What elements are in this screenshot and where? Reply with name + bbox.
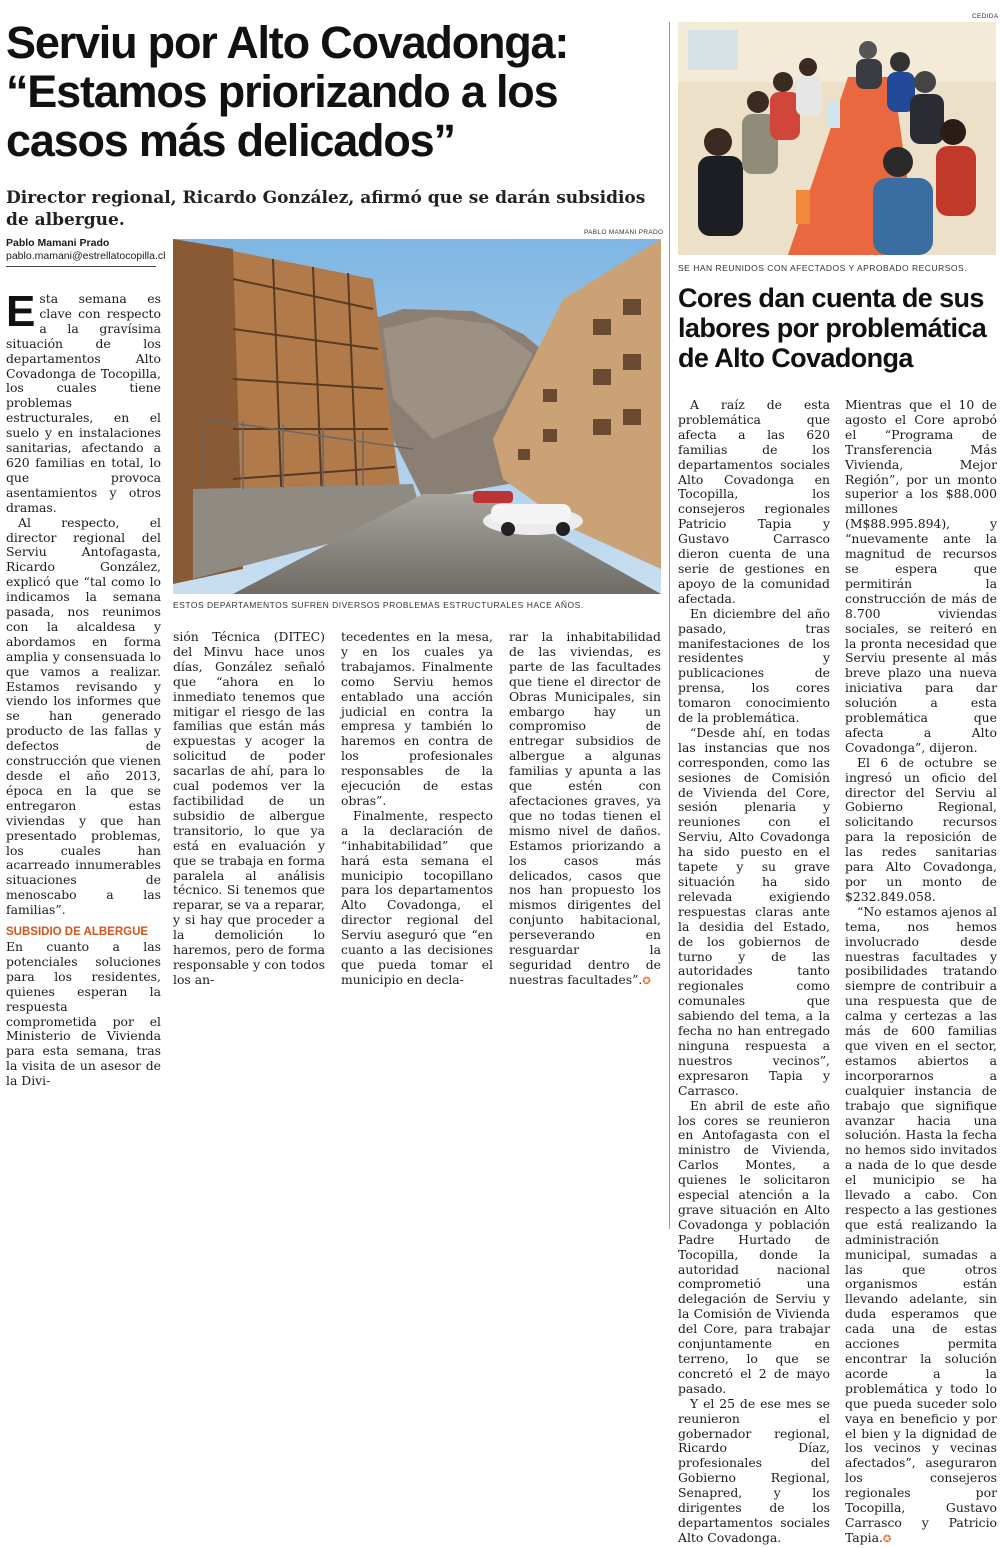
side-right-paragraph-1: Mientras que el 10 de agosto el Core aprobó el “Programa de Transferencia Más Vivienda, Mejor Región”, por un monto superior a los $88.000 millones (M$88.995.894), y “nuevamente ante la magnitud de recursos se espera que permitirán la construcción de más de 8.700 viviendas sociales, se reiteró en la pronta necesidad que Serviu presente al más breve plazo una nueva iniciativa para dar solución a esta problemática que afecta a Alto Covadonga”, dijeron. [845,397,997,755]
side-left-paragraph-5: Y el 25 de ese mes se reunieron el gobernador regional, Ricardo Díaz, profesionales del Gobierno Regional, Senapred, y los dirigentes de los departamentos sociales Alto Covadonga. [678,1395,830,1545]
main-subheadline: Director regional, Ricardo González, afirmó que se darán subsidios de albergue. [6,188,646,230]
col3-paragraph-2: Finalmente, respecto a la declaración de “inhabitabilidad” que hará esta semana el municipio tocopillano para los departamentos Alto Covadonga, el director regional del Serviu aseguró que “en cuanto a las decisiones que pueda tomar el municipio en decla- [341,807,493,987]
col1-paragraph-1: sta semana es clave con respecto a la gravísima situación de los departamentos Alto Covadonga de Tocopilla, los cuales tiene problemas estructurales, en el suelo y en instalaciones sanitarias, afectando a 620 familias en total, lo que provoca asentamientos y otros dramas. [6,291,161,515]
main-column-2 [173,630,325,988]
side-photo [678,22,996,255]
side-column-right [845,398,997,1548]
side-headline: Cores dan cuenta de sus labores por problemática de Alto Covadonga [678,283,987,373]
section-heading: SUBSIDIO DE ALBERGUE [6,926,149,939]
col3-paragraph-1: tecedentes en la mesa, y en los cuales ya trabajamos. Finalmente como Serviu hemos entablado una acción judicial en contra la empresa y también lo haremos en contra de los profesionales responsables de la ejecución de estas obras”. [341,629,493,808]
side-left-paragraph-3: “Desde ahí, en todas las instancias que nos corresponden, como las sesiones de Comisión de Vivienda del Core, sesión plenaria y reuniones con el Serviu, Alto Covadonga ha sido puesto en el tapete y su grave situación ha sido relevada exigiendo respuestas claras ante la desidia del Estado, de los gobiernos de turno y de las autoridades tanto regionales como comunales que sabiendo del tema, a la fecha no han entregado ninguna respuesta a nuestros vecinos”, expresaron Tapia y Carrasco. [678,724,830,1098]
main-photo-caption: ESTOS DEPARTAMENTOS SUFREN DIVERSOS PROBLEMAS ESTRUCTURALES HACE AÑOS. [173,600,584,610]
main-column-1 [6,287,161,1089]
author-email: pablo.mamani@estrellatocopilla.cl [6,250,166,262]
end-mark-icon: ✪ [882,1533,892,1545]
main-photo [173,239,661,594]
col2-paragraph-1: sión Técnica (DITEC) del Minvu hace unos días, González señaló que “ahora en lo inmediato tenemos que mitigar el riesgo de las familias que están más expuestas y acoger la solicitud de poder sacarlas de ahí, para lo cual podemos ver la factibilidad de un subsidio de albergue transitorio, lo que ya está en evaluación y que se trabaja en forma paralela al análisis técnico. Si tenemos que reparar, se va a reparar, y si hay que proceder a la demolición lo haremos, pero de forma responsable y con todos los an- [173,629,325,987]
byline [6,237,166,267]
side-left-paragraph-2: En diciembre del año pasado, tras manifestaciones de los residentes y publicaciones de prensa, los cores tomaron conocimiento de la problemática. [678,605,830,726]
col1-paragraph-2: Al respecto, el director regional del Serviu Antofagasta, Ricardo González, explicó que “tal como lo indicamos la semana pasada, nos reunimos con la alcaldesa y abordamos en forma amplia y consensuada lo que vamos a realizar. Estamos revisando y viendo los informes que se han generado producto de las fallas y defectos de construcción que vienen desde el año 2013, época en la que se entregaron estas viviendas y que han presentado problemas, los cuales han acarreado innumerables situaciones de menoscabo a las familias”. [6,514,161,918]
author-name: Pablo Mamani Prado [6,237,110,249]
main-headline: Serviu por Alto Covadonga: “Estamos priorizando a los casos más delicados” [6,17,569,166]
side-left-paragraph-4: En abril de este año los cores se reunieron en Antofagasta con el ministro de Vivienda, Carlos Montes, a quienes le solicitaron especial atención a la grave situación en Alto Covadonga y población Padre Hurtado de Tocopilla, donde la autoridad nacional comprometió una delegación de Serviu y la Comisión de Vivienda del Core, para trabajar conjuntamente en terreno, lo que se concretó el 2 de mayo pasado. [678,1097,830,1396]
side-right-paragraph-2: El 6 de octubre se ingresó un oficio del director del Serviu al Gobierno Regional, solicitando recursos para la reposición de las redes sanitarias para Alto Covadonga, por un monto de $232.849.058. [845,754,997,904]
side-right-paragraph-3: “No estamos ajenos al tema, nos hemos involucrado desde nuestras facultades y posibilidades tratando siempre de contribuir a una respuesta que de calma y certezas a las más de 600 familias que viven en el sector, estamos abiertos a incorporarnos a cualquier instancia de trabajo que signifique avanzar hacia una solución. Hasta la fecha no hemos sido invitados a nada de lo que desde el municipio se ha llevado a cabo. Con respecto a las gestiones que está realizando la administración municipal, sumadas a las que otros organismos están llevando adelante, sin duda esperamos que cada una de estas acciones permita encontrar la solución acorde a la problemática y todo lo que pueda suceder solo vaya en beneficio y por el bien y la dignidad de los vecinos y vecinas afectados”, aseguraron los consejeros regionales por Tocopilla, Gustavo Carrasco y Patricio Tapia. [845,903,997,1545]
main-photo-credit: PABLO MAMANI PRADO [584,229,664,236]
col1-paragraph-3: En cuanto a las potenciales soluciones para los residentes, quienes esperan la respuesta comprometida por el Ministerio de Vivienda para esta semana, tras la visita de un asesor de la Divi- [6,938,161,1089]
buildings-street-illustration [173,239,661,594]
end-mark-icon: ✪ [642,975,651,987]
column-divider [669,22,670,1229]
main-column-3 [341,630,493,988]
side-left-paragraph-1: A raíz de esta problemática que afecta a las 620 familias de los departamentos sociales Alto Covadonga en Tocopilla, los consejeros regionales Patricio Tapia y Gustavo Carrasco dieron cuenta de una serie de gestiones en apoyo de la comunidad afectada. [678,397,830,606]
main-column-4 [509,630,661,990]
meeting-room-illustration [678,22,996,255]
col4-paragraph-1: rar la inhabitabilidad de las viviendas, es parte de las facultades que tiene el director de Obras Municipales, sin embargo hay un compromiso de entregar subsidios de albergue a algunas familias y apunta a las que estén con afectaciones graves, ya que no todas tienen el mismo nivel de daños. Estamos priorizando a los casos más delicados, casos que nos han propuesto los mismos dirigentes del conjunto habitacional, perseverando en resguardar la seguridad dentro de nuestras facultades”. [509,629,661,987]
dropcap: E [6,287,36,336]
side-photo-credit: CEDIDA [972,13,999,20]
side-photo-caption: SE HAN REUNIDOS CON AFECTADOS Y APROBADO RECURSOS. [678,263,968,273]
side-column-left [678,398,830,1546]
